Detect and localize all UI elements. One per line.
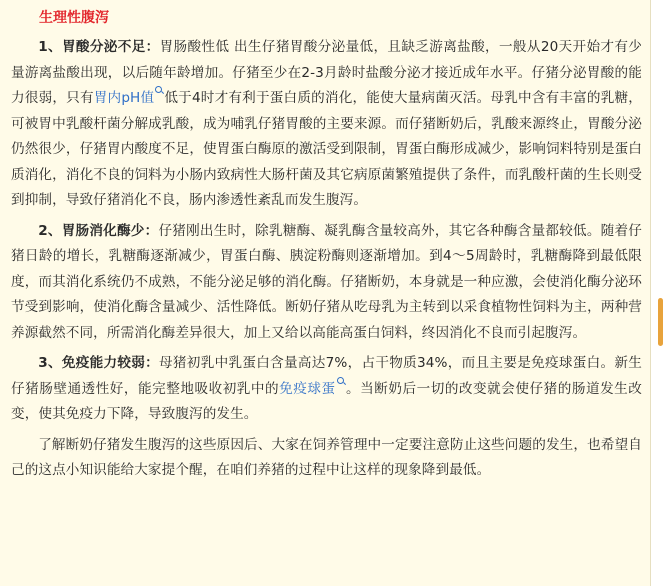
paragraph-heading: 2、胃肠消化酶少： — [38, 222, 159, 239]
paragraph-conclusion: 了解断奶仔猪发生腹泻的这些原因后、大家在饲养管理中一定要注意防止这些问题的发生，也希望自己的这点小知识能给大家提个醒，在咱们养猪的过程中让这样的现象降到最低。 — [11, 436, 642, 478]
paragraph-text: 母猪初乳中乳蛋白含量高达7%，占干物质34%，而且主要是免疫球蛋白。新生仔猪肠壁通透性好，能完整地吸收初乳中的 — [11, 355, 642, 397]
keyword-link-stomach-ph[interactable]: 胃内pH值 — [93, 90, 155, 106]
paragraph-text: 胃肠酸性低 出生仔猪胃酸分泌量低，且缺乏游离盐酸，一般从20天开始才有少量游离盐酸出现，以后随年龄增加。仔猪至少在2-3月龄时盐酸分泌才接近成年水平。仔猪分泌胃酸的能力很弱，只有 — [11, 39, 642, 106]
paragraph-heading: 1、胃酸分泌不足： — [38, 39, 160, 55]
search-icon[interactable] — [155, 86, 163, 94]
scrollbar-track[interactable] — [655, 0, 666, 586]
paragraph-text: 仔猪刚出生时，除乳糖酶、凝乳酶含量较高外，其它各种酶含量都较低。随着仔猪日龄的增长，乳糖酶逐渐减少，胃蛋白酶、胰淀粉酶则逐渐增加。到4～5周龄时，乳糖酶降到最低限度，而其消化系统仍不成熟，不能分泌足够的消化酶。仔猪断奶，本身就是一种应激，会使消化酶分泌环节受到影响，使消化酶含量减少、活性降低。断奶仔猪从吃母乳为主转到以采食植物性饲料为主，两种营养源截然不同，所需消化酶差异很大，加上又给以高能高蛋白饲料，终因消化不良而引起腹泻。 — [11, 222, 643, 341]
scrollbar-thumb[interactable] — [658, 298, 663, 346]
paragraph-heading: 3、免疫能力较弱： — [38, 355, 160, 371]
search-icon[interactable] — [337, 377, 345, 385]
paragraph-gastric-acid — [11, 35, 642, 214]
section-title: 生理性腹泻 — [39, 10, 109, 26]
paragraph-immunity — [11, 351, 642, 428]
paragraph-digestive-enzymes — [11, 219, 642, 347]
paragraph-text: 低于4时才有利于蛋白质的消化，能使大量病菌灭活。母乳中含有丰富的乳糖，可被胃中乳酸杆菌分解成乳酸，成为哺乳仔猪胃酸的主要来源。而仔猪断奶后，乳酸来源终止，胃酸分泌仍然很少，仔猪胃内酸度不足，使胃蛋白酶原的激活受到限制，胃蛋白酶形成减少，影响饲料特别是蛋白质消化，消化不良的饲料为小肠内致病性大肠杆菌及其它病原菌繁殖提供了条件，而乳酸杆菌的生长则受到抑制，导致仔猪消化不良，肠内渗透性紊乱而发生腹泻。 — [11, 90, 642, 208]
keyword-link-immunoglobulin[interactable]: 免疫球蛋 — [279, 380, 336, 397]
paragraph-text: 。当断奶后一切的改变就会使仔猪的肠道发生改变，使其免疫力下降，导致腹泻的发生。 — [11, 380, 642, 422]
